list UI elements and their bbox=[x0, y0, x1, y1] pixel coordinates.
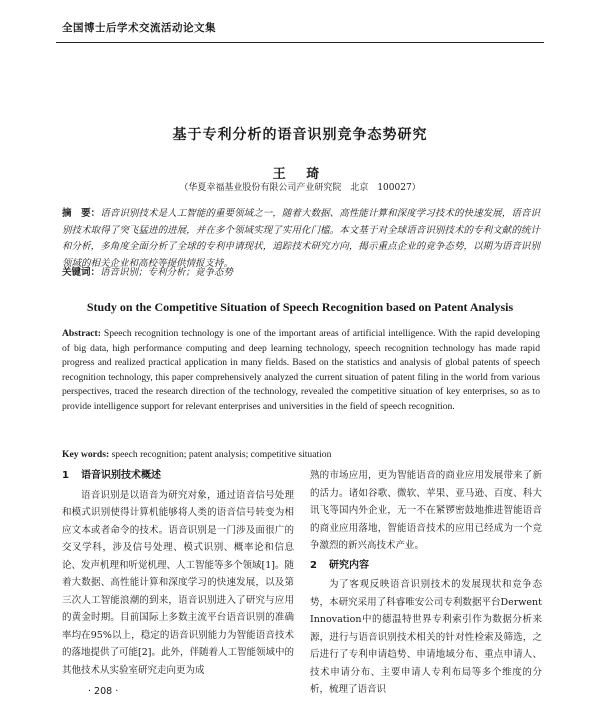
paper-title: 基于专利分析的语音识别竞争态势研究 bbox=[172, 127, 428, 143]
keywords-chinese bbox=[62, 266, 540, 280]
abstract-chinese-label: 摘 要： bbox=[62, 208, 101, 219]
author-name: 王 琦 bbox=[272, 167, 328, 182]
author-affiliation: （华夏幸福基业股份有限公司产业研究院 北京 100027） bbox=[179, 183, 421, 193]
english-title: Study on the Competitive Situation of Speech Recognition based on Patent Analysis bbox=[86, 300, 514, 314]
section-2-heading bbox=[310, 557, 542, 575]
section-2-paragraph: 为了客观反映语音识别技术的发展现状和竞争态势，本研究采用了科睿唯安公司专利数据平台Derwent Innovation中的德温特世界专利索引作为数据分析来源，进行与语音识别技术相关的针对性检索及筛选，之后进行了专利申请趋势、申请地域分布、重点申请人、技术申请分布、主要申请人专利布局等多个维度的分析，梳理了语音识 bbox=[310, 579, 542, 695]
section-1-title: 语音识别技术概述 bbox=[80, 470, 161, 481]
header-rule bbox=[56, 42, 544, 43]
running-header: 全国博士后学术交流活动论文集 bbox=[62, 22, 216, 34]
keywords-chinese-label: 关键词： bbox=[62, 267, 101, 278]
section-1-heading bbox=[62, 467, 294, 485]
keywords-english-text: speech recognition; patent analysis; competitive situation bbox=[111, 449, 332, 460]
keywords-chinese-text: 语音识别；专利分析；竞争态势 bbox=[100, 267, 234, 278]
section-1-continuation: 熟的市场应用，更为智能语音的商业应用发展带来了新的活力。诸如谷歌、微软、苹果、亚马逊、百度、科大讯飞等国内外企业，无一不在紧锣密鼓地推进智能语音的商业应用落地，智能语音技术的应用已经成为一个竞争激烈的新兴高技术产业。 bbox=[310, 470, 542, 551]
abstract-english-text: Speech recognition technology is one of the important areas of artificial intelligence. With the rapid developing of big data, high performance computing and deep learning technology, speech recognition technology has made rapid progress and realized practical application in many fields. Based on the statistics and analysis of global patents of speech recognition technology, this paper comprehensively analyzed the current situation of patent filing in the world from various perspectives, traced the research direction of the technology, revealed the competitive situation of key enterprises, so as to provide intelligence support for relevant enterprises and universities in the field of speech recognition. bbox=[62, 328, 540, 412]
abstract-english-label: Abstract: bbox=[62, 328, 101, 339]
page-number: · 208 · bbox=[88, 686, 119, 697]
keywords-english bbox=[62, 448, 540, 462]
section-1-paragraph: 语音识别是以语音为研究对象，通过语音信号处理和模式识别使得计算机能够将人类的语音信号转变为相应文本或者命令的技术。语音识别是一门涉及面很广的交叉学科，涉及信号处理、模式识别、概率论和信息论、发声机理和听觉机理、人工智能等多个领域[1]。随着大数据、高性能计算和深度学习的快速发展，以及第三次人工智能浪潮的到来，语音识别进入了研究与应用的黄金时期。目前国际上多数主流平台语音识别的准确率均在95%以上，稳定的语音识别能力为智能语音技术的落地提供了可能[2]。此外，伴随着人工智能领域中的其他技术从实验室研究走向更为成 bbox=[62, 489, 294, 676]
section-2-number: 2 bbox=[310, 559, 317, 571]
abstract-chinese-text: 语音识别技术是人工智能的重要领域之一，随着大数据、高性能计算和深度学习技术的快速发展，语音识别技术取得了突飞猛进的进展，并在多个领域实现了实用化门槛。本文基于对全球语音识别技术的专利文献的统计和分析，多角度全面分析了全球的专利申请现状，追踪技术研究方向，揭示重点企业的竞争态势，以期为语音识别领域的相关企业和高校等提供情报支持。 bbox=[62, 208, 540, 269]
body-column-left bbox=[62, 467, 294, 679]
abstract-chinese bbox=[62, 206, 540, 272]
body-column-right bbox=[310, 467, 542, 699]
abstract-english bbox=[62, 327, 540, 415]
section-2-title: 研究内容 bbox=[328, 559, 369, 571]
section-1-number: 1 bbox=[62, 470, 69, 481]
keywords-english-label: Key words: bbox=[62, 449, 110, 460]
